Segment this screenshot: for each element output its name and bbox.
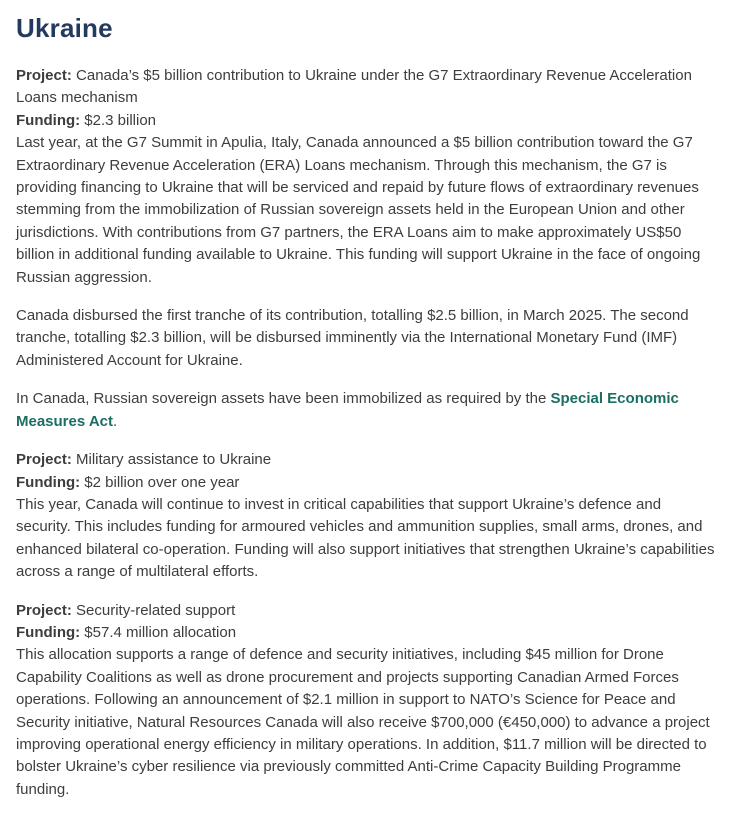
text-run: $2 billion over one year bbox=[80, 473, 240, 491]
paragraph bbox=[16, 600, 716, 802]
bold-label: Funding: bbox=[16, 111, 81, 129]
bold-label: Project: bbox=[16, 451, 72, 469]
text-run: This allocation supports a range of defence and security initiatives, including $45 million for Drone Capability Coalitions as well as drone procurement and projects supporting Canadian Armed Forces operations. Following an announcement of $2.1 million in support to NATO’s Science for Peace and Security initiative, Natural Resources Canada will also receive $700,000 (€450,000) to advance a project improving operational energy efficiency in military operations. In addition, $11.7 million will be directed to bolster Ukraine’s cyber resilience via previously committed Anti-Crime Capacity Building Programme funding. bbox=[16, 646, 710, 798]
text-run: Last year, at the G7 Summit in Apulia, Italy, Canada announced a $5 billion contribution toward the G7 Extraordinary Revenue Acceleration (ERA) Loans mechanism. Through this mechanism, the G7 is providing financing to Ukraine that will be serviced and repaid by future flows of extraordinary revenues stemming from the immobilization of Russian sovereign assets held in the European Union and other jurisdictions. With contributions from G7 partners, the ERA Loans aim to make approximately US$50 billion in additional funding available to Ukraine. This funding will support Ukraine in the face of ongoing Russian aggression. bbox=[16, 134, 701, 286]
paragraph bbox=[16, 388, 716, 433]
text-run: Military assistance to Ukraine bbox=[71, 451, 272, 469]
bold-label: Funding: bbox=[16, 473, 81, 491]
text-run: In Canada, Russian sovereign assets have been immobilized as required by the bbox=[16, 390, 551, 408]
paragraph bbox=[16, 305, 716, 372]
text-run: Canada’s $5 billion contribution to Ukraine under the G7 Extraordinary Revenue Acceleration Loans mechanism bbox=[16, 67, 692, 107]
text-run: $2.3 billion bbox=[80, 111, 157, 129]
text-run: Canada disbursed the first tranche of its contribution, totalling $2.5 billion, in March 2025. The second tranche, totalling $2.3 billion, will be disbursed imminently via the International Monetary Fund (IMF) Administered Account for Ukraine. bbox=[16, 307, 689, 369]
paragraph bbox=[16, 449, 716, 583]
bold-label: Funding: bbox=[16, 623, 81, 641]
bold-label: Project: bbox=[16, 67, 72, 84]
text-run: $57.4 million allocation bbox=[80, 623, 237, 641]
text-run: . bbox=[113, 412, 118, 430]
article-body bbox=[16, 65, 716, 801]
inline-link[interactable]: Special Economic Measures Act bbox=[16, 390, 679, 430]
text-run: This year, Canada will continue to invest in critical capabilities that support Ukraine’s defence and security. This includes funding for armoured vehicles and ammunition supplies, small arms, drones, and enhanced bilateral co-operation. Funding will also support initiatives that strengthen Ukraine’s capabilities across a range of multilateral efforts. bbox=[16, 495, 715, 581]
page-title: Ukraine bbox=[16, 13, 113, 43]
paragraph bbox=[16, 65, 716, 289]
text-run: Security-related support bbox=[71, 601, 236, 619]
bold-label: Project: bbox=[16, 601, 72, 619]
